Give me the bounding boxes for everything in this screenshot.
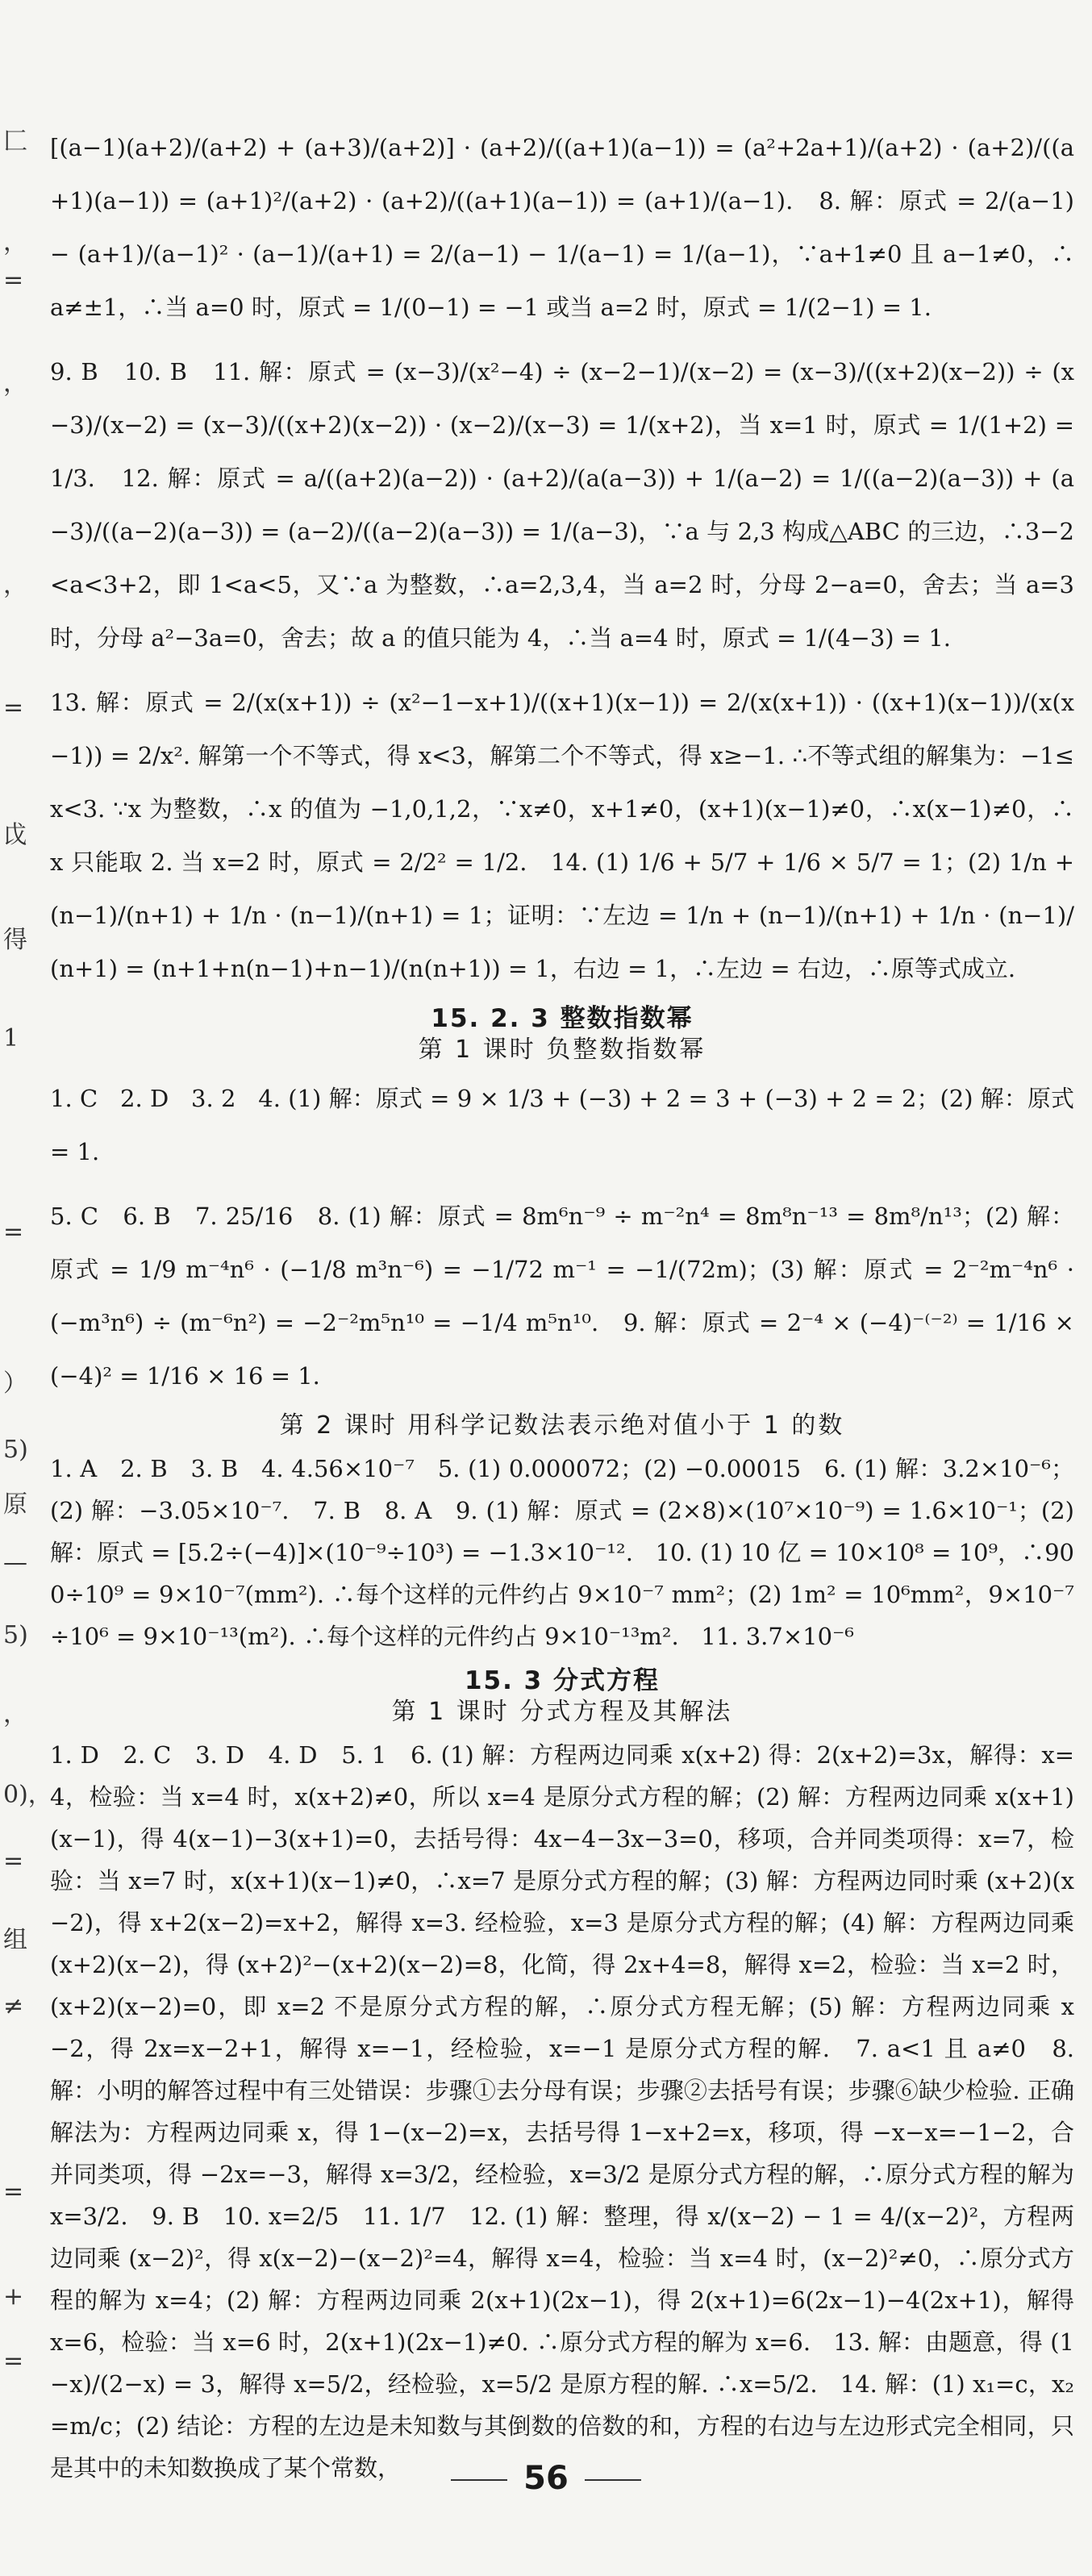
footer-dash-right <box>585 2479 641 2481</box>
margin-mark: 得 <box>3 926 27 954</box>
lesson-title: 第 2 课时 用科学记数法表示绝对值小于 1 的数 <box>279 1411 845 1440</box>
margin-mark: 原 <box>3 1490 27 1519</box>
page-number: 56 <box>523 2460 569 2497</box>
lesson-title: 第 1 课时 分式方程及其解法 <box>391 1698 733 1726</box>
margin-mark: ， <box>3 228 27 256</box>
margin-mark: ≠ <box>3 1992 24 2020</box>
answer-paragraph: 1. D 2. C 3. D 4. D 5. 1 6. (1) 解：方程两边同乘 x(x+2) 得：2(x+2)=3x，解得：x=4，检验：当 x=4 时，x(x+2)≠0，所以 x=4 是原分式方程的解；(2) 解：方程两边同乘 x(x+1)(x−1)，得 4(x−1)−3(x+1)=0，去括号得：4x−4−3x−3=0，移项，合并同类项得：x=7，检验：当 x=7 时，x(x+1)(x−1)≠0，∴x=7 是原分式方程的解；(3) 解：方程两边同时乘 (x+2)(x−2)，得 x+2(x−2)=x+2，解得 x=3. 经检验，x=3 是原分式方程的解；(4) 解：方程两边同乘 (x+2)(x−2)，得 (x+2)²−(x+2)(x−2)=8，化简，得 2x+4=8，解得 x=2，检验：当 x=2 时，(x+2)(x−2)=0，即 x=2 不是原分式方程的解，∴原分式方程无解；(5) 解：方程两边同乘 x−2，得 2x=x−2+1，解得 x=−1，经检验，x=−1 是原分式方程的解. 7. a<1 且 a≠0 8. 解：小明的解答过程中有三处错误：步骤①去分母有误；步骤②去括号有误；步骤⑥缺少检验. 正确解法为：方程两边同乘 x，得 1−(x−2)=x，去括号得 1−x+2=x，移项，得 −x−x=−1−2，合并同类项，得 −2x=−3，解得 x=3/2，经检验，x=3/2 是原分式方程的解，∴原分式方程的解为 x=3/2. 9. B 10. x=2/5 11. 1/7 12. (1) 解：整理，得 x/(x−2) − 1 = 4/(x−2)²，方程两边同乘 (x−2)²，得 x(x−2)−(x−2)²=4，解得 x=4，检验：当 x=4 时，(x−2)²≠0，∴原分式方程的解为 x=4；(2) 解：方程两边同乘 2(x+1)(2x−1)，得 2(x+1)=6(2x−1)−4(2x+1)，解得 x=6，检验：当 x=6 时，2(x+1)(2x−1)≠0. ∴原分式方程的解为 x=6. 13. 解：由题意，得 (1−x)/(2−x) = 3，解得 x=5/2，经检验，x=5/2 是原方程的解. ∴x=5/2. 14. 解：(1) x₁=c，x₂=m/c；(2) 结论：方程的左边是未知数与其倒数的倍数的和，方程的右边与左边形式完全相同，只是其中的未知数换成了某个常数， <box>50 1741 1082 2482</box>
margin-mark: = <box>3 1218 24 1246</box>
margin-mark: ， <box>3 369 27 398</box>
margin-mark: = <box>3 1847 24 1875</box>
margin-mark: = <box>3 694 24 722</box>
margin-mark: — <box>3 1549 27 1577</box>
margin-mark: + <box>3 2282 24 2311</box>
answer-paragraph: 5. C 6. B 7. 25/16 8. (1) 解：原式 = 8m⁶n⁻⁹ ÷ m⁻²n⁴ = 8m⁸n⁻¹³ = 8m⁸/n¹³；(2) 解：原式 = 1/9 m⁻⁴n⁶ · (−1/8 m³n⁻⁶) = −1/72 m⁻¹ = −1/(72m)；(3) 解：原式 = 2⁻²m⁻⁴n⁶ · (−m³n⁶) ÷ (m⁻⁶n²) = −2⁻²m⁵n¹⁰ = −1/4 m⁵n¹⁰. 9. 解：原式 = 2⁻⁴ × (−4)⁻⁽⁻²⁾ = 1/16 × (−4)² = 1/16 × 16 = 1. <box>50 1203 1082 1390</box>
margin-mark: 组 <box>3 1926 27 1954</box>
margin-mark: 0)， <box>3 1781 52 1809</box>
answer-content <box>50 121 1082 2500</box>
margin-mark: ， <box>3 571 27 599</box>
answer-paragraph: 1. A 2. B 3. B 4. 4.56×10⁻⁷ 5. (1) 0.000072；(2) −0.00015 6. (1) 解：3.2×10⁻⁶；(2) 解：−3.05×10⁻⁷. 7. B 8. A 9. (1) 解：原式 = (2×8)×(10⁷×10⁻⁹) = 1.6×10⁻¹；(2) 解：原式 = [5.2÷(−4)]×(10⁻⁹÷10³) = −1.3×10⁻¹². 10. (1) 10 亿 = 10×10⁸ = 10⁹，∴900÷10⁹ = 9×10⁻⁷(mm²). ∴每个这样的元件约占 9×10⁻⁷ mm²；(2) 1m² = 10⁶mm²，9×10⁻⁷÷10⁶ = 9×10⁻¹³(m²). ∴每个这样的元件约占 9×10⁻¹³m². 11. 3.7×10⁻⁶ <box>50 1455 1082 1650</box>
page-footer <box>0 2460 1092 2497</box>
margin-mark: 匚 <box>3 127 27 156</box>
answer-paragraph: 9. B 10. B 11. 解：原式 = (x−3)/(x²−4) ÷ (x−2−1)/(x−2) = (x−3)/((x+2)(x−2)) ÷ (x−3)/(x−2) = (x−3)/((x+2)(x−2)) · (x−2)/(x−3) = 1/(x+2)，当 x=1 时，原式 = 1/(1+2) = 1/3. 12. 解：原式 = a/((a+2)(a−2)) · (a+2)/(a(a−3)) + 1/(a−2) = 1/((a−2)(a−3)) + (a−3)/((a−2)(a−3)) = (a−2)/((a−2)(a−3)) = 1/(a−3)，∵a 与 2,3 构成△ABC 的三边，∴3−2<a<3+2，即 1<a<5，又∵a 为整数，∴a=2,3,4，当 a=2 时，分母 2−a=0，舍去；当 a=3 时，分母 a²−3a=0，舍去；故 a 的值只能为 4，∴当 a=4 时，原式 = 1/(4−3) = 1. <box>50 358 1082 652</box>
answer-paragraph: [(a−1)(a+2)/(a+2) + (a+3)/(a+2)] · (a+2)/((a+1)(a−1)) = (a²+2a+1)/(a+2) · (a+2)/((a+1)(a−1)) = (a+1)²/(a+2) · (a+2)/((a+1)(a−1)) = (a+1)/(a−1). 8. 解：原式 = 2/(a−1) − (a+1)/(a−1)² · (a−1)/(a+1) = 2/(a−1) − 1/(a−1) = 1/(a−1)，∵a+1≠0 且 a−1≠0，∴a≠±1，∴当 a=0 时，原式 = 1/(0−1) = −1 或当 a=2 时，原式 = 1/(2−1) = 1. <box>50 134 1082 321</box>
margin-mark: 1 <box>3 1024 19 1052</box>
margin-mark: ） <box>3 1369 27 1398</box>
margin-mark: ， <box>3 1700 27 1728</box>
margin-mark: = <box>3 2347 24 2375</box>
margin-mark: 5) <box>3 1436 28 1464</box>
left-margin-bleed <box>0 0 52 2576</box>
margin-mark: = <box>3 266 24 294</box>
section-title: 15. 3 分式方程 <box>464 1666 661 1695</box>
margin-mark: 5) <box>3 1621 28 1649</box>
margin-mark: = <box>3 2178 24 2206</box>
margin-mark: 戉 <box>3 821 27 849</box>
answer-paragraph: 13. 解：原式 = 2/(x(x+1)) ÷ (x²−1−x+1)/((x+1)(x−1)) = 2/(x(x+1)) · ((x+1)(x−1))/(x(x−1)) = 2/x². 解第一个不等式，得 x<3，解第二个不等式，得 x≥−1. ∴不等式组的解集为：−1≤x<3. ∵x 为整数，∴x 的值为 −1,0,1,2，∵x≠0，x+1≠0，(x+1)(x−1)≠0，∴x(x−1)≠0，∴x 只能取 2. 当 x=2 时，原式 = 2/2² = 1/2. 14. (1) 1/6 + 5/7 + 1/6 × 5/7 = 1；(2) 1/n + (n−1)/(n+1) + 1/n · (n−1)/(n+1) = 1；证明：∵左边 = 1/n + (n−1)/(n+1) + 1/n · (n−1)/(n+1) = (n+1+n(n−1)+n−1)/(n(n+1)) = 1，右边 = 1，∴左边 = 右边，∴原等式成立. <box>50 689 1082 982</box>
lesson-title: 第 1 课时 负整数指数幂 <box>418 1036 706 1064</box>
answer-paragraph: 1. C 2. D 3. 2 4. (1) 解：原式 = 9 × 1/3 + (−3) + 2 = 3 + (−3) + 2 = 2；(2) 解：原式 = 1. <box>50 1085 1082 1165</box>
section-title: 15. 2. 3 整数指数幂 <box>431 1004 694 1033</box>
footer-dash-left <box>451 2479 507 2481</box>
